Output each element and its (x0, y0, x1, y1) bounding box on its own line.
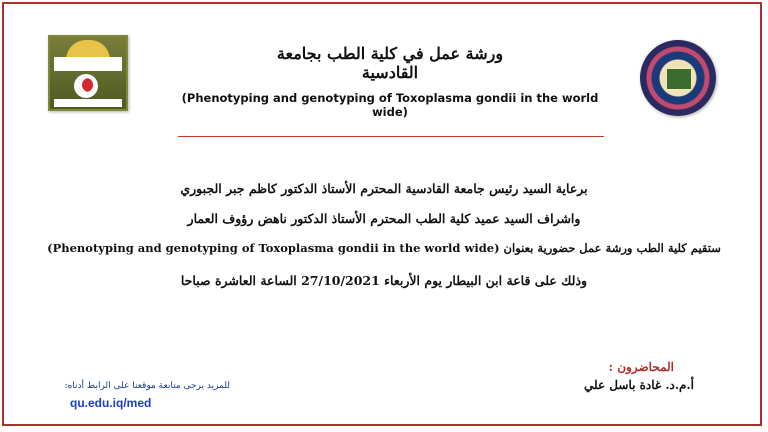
website-link[interactable]: qu.edu.iq/med (70, 396, 152, 410)
title-divider (178, 136, 604, 137)
college-of-medicine-logo (48, 35, 128, 111)
workshop-announcement-line: ستقيم كلية الطب ورشة عمل حضورية بعنوان (Phenotyping and genotyping of Toxoplasma gondii in the world wide) (47, 241, 721, 255)
red-crescent-icon (74, 74, 98, 98)
workshop-title-english: (Phenotyping and genotyping of Toxoplasma gondii in the world wide) (181, 91, 599, 119)
workshop-title-arabic: ورشة عمل في كلية الطب بجامعة القادسية (276, 44, 504, 82)
venue-date-line: وذلك على قاعة ابن البيطار يوم الأربعاء 27/10/2021 الساعة العاشرة صباحا (180, 273, 588, 288)
lecturers-label: المحاضرون : (608, 360, 674, 374)
patronage-line: برعاية السيد رئيس جامعة القادسية المحترم الأستاذ الدكتور كاظم جبر الجبوري (180, 181, 588, 196)
supervision-line: واشراف السيد عميد كلية الطب المحترم الأستاذ الدكتور ناهض رؤوف العمار (187, 211, 581, 226)
lecturer-name: أ.م.د. غادة باسل علي (583, 378, 694, 392)
more-info-note: للمزيد يرجى متابعة موقعنا على الرابط أدناه: (64, 381, 230, 391)
university-of-qadisiyah-seal (640, 40, 716, 116)
